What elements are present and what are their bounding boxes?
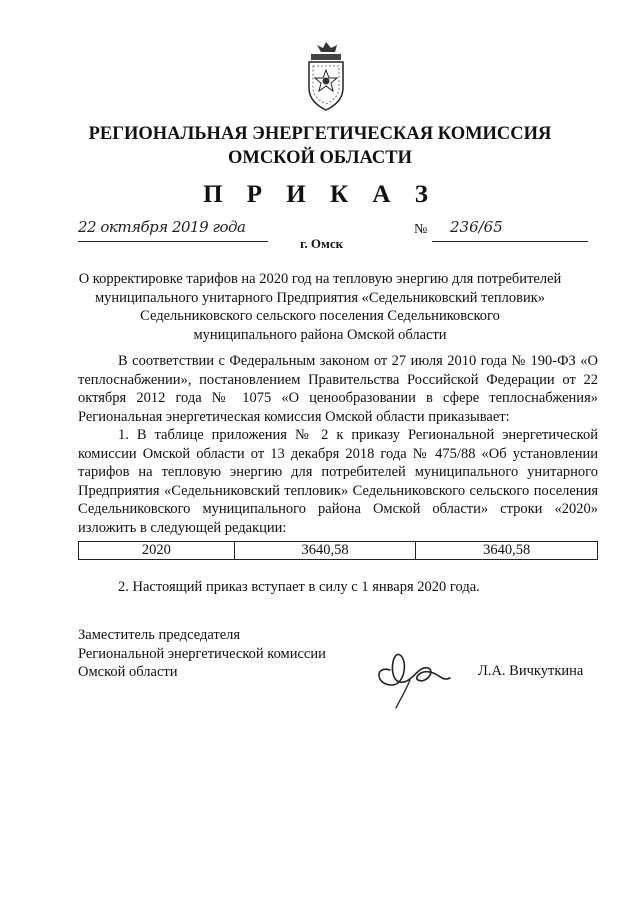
handwritten-order-number: 236/65 bbox=[450, 218, 503, 236]
signatory-title-line: Заместитель председателя bbox=[78, 627, 241, 643]
handwritten-date: 22 октября 2019 года bbox=[78, 218, 246, 236]
tariff-table bbox=[78, 541, 598, 560]
signatory-title-line: Региональной энергетической комиссии bbox=[78, 645, 326, 662]
preamble-paragraph: В соответствии с Федеральным законом от 27 июля 2010 года № 190-ФЗ «О теплоснабжении», постановлением Правительства Российской Федерации от 22 октября 2012 года № 1075 «О ценообразовании в сфере теплоснабжения» Региональная энергетическая комиссия Омской области приказывает: bbox=[78, 353, 598, 425]
number-sign: № bbox=[414, 222, 428, 237]
table-cell-tariff: 3640,58 bbox=[234, 542, 416, 560]
clause-1-paragraph: 1. В таблице приложения № 2 к приказу Региональной энергетической комиссии Омской области от 13 декабря 2018 года № 475/88 «Об установлении тарифов на тепловую энергию для потребителей муниципального унитарного Предприятия «Седельниковский тепловик» Седельниковского сельского поселения Седельниковского муниципального района Омской области» строки «2020» изложить в следующей редакции: bbox=[78, 427, 598, 536]
signatory-title-line: Омской области bbox=[78, 664, 178, 680]
organization-name-line-2: ОМСКОЙ ОБЛАСТИ bbox=[227, 148, 413, 168]
coat-of-arms-icon bbox=[301, 40, 351, 112]
number-underline bbox=[432, 241, 588, 242]
order-subject bbox=[40, 270, 600, 344]
subject-line: О корректировке тарифов на 2020 год на тепловую энергию для потребителей bbox=[78, 271, 562, 287]
handwritten-signature-icon bbox=[370, 640, 460, 710]
organization-name-line-1: РЕГИОНАЛЬНАЯ ЭНЕРГЕТИЧЕСКАЯ КОМИССИЯ bbox=[88, 124, 552, 144]
table-row bbox=[79, 542, 598, 560]
table-cell-year: 2020 bbox=[79, 542, 235, 560]
table-cell-tariff: 3640,58 bbox=[416, 542, 598, 560]
document-type-title: П Р И К А З bbox=[203, 181, 437, 208]
subject-line: муниципального района Омской области bbox=[193, 326, 447, 343]
subject-line: Седельниковского сельского поселения Седельниковского bbox=[140, 308, 500, 324]
subject-line: муниципального унитарного Предприятия «Седельниковский тепловик» bbox=[94, 289, 546, 306]
city-label: г. Омск bbox=[300, 236, 344, 251]
signatory-name: Л.А. Вичкуткина bbox=[478, 663, 584, 679]
signatory-title bbox=[78, 626, 326, 682]
clause-2-paragraph: 2. Настоящий приказ вступает в силу с 1 января 2020 года. bbox=[118, 579, 480, 595]
date-underline bbox=[78, 241, 268, 242]
